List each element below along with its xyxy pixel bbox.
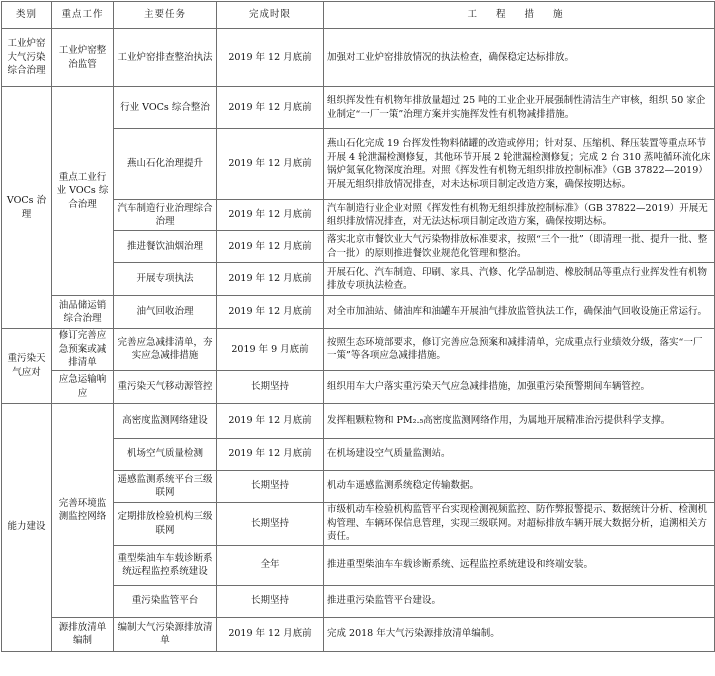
deadline-cell: 2019 年 12 月底前 <box>217 263 324 296</box>
deadline-cell: 长期坚持 <box>217 585 324 617</box>
table-row <box>2 403 715 438</box>
task-cell: 编制大气污染源排放清单 <box>114 617 217 651</box>
header-row <box>2 2 715 29</box>
deadline-cell: 2019 年 12 月底前 <box>217 87 324 129</box>
measure-cell: 开展石化、汽车制造、印刷、家具、汽修、化学品制造、橡胶制品等重点行业挥发性有机物排放专项执法检查。 <box>324 263 715 296</box>
measure-cell: 组织用车大户落实重污染天气应急减排措施，加强重污染预警期间车辆管控。 <box>324 370 715 403</box>
measure-cell: 推进重型柴油车车载诊断系统、远程监控系统建设和终端安装。 <box>324 545 715 585</box>
header-deadline: 完成时限 <box>217 2 324 29</box>
deadline-cell: 2019 年 12 月底前 <box>217 29 324 87</box>
task-cell: 高密度监测网络建设 <box>114 403 217 438</box>
measure-cell: 落实北京市餐饮业大气污染物排放标准要求，按照“三个一批”（即清理一批、提升一批、整合一批）的原则推进餐饮业规范化管理和整治。 <box>324 231 715 263</box>
header-key-work: 重点工作 <box>52 2 114 29</box>
task-cell: 完善应急减排清单，夯实应急减排措施 <box>114 329 217 371</box>
task-cell: 开展专项执法 <box>114 263 217 296</box>
table-row <box>2 370 715 403</box>
deadline-cell: 长期坚持 <box>217 470 324 502</box>
measure-cell: 燕山石化完成 19 台挥发性物料储罐的改造或停用；针对泵、压缩机、释压装置等重点环节开展 4 轮泄漏检测修复，其他环节开展 2 轮泄漏检测修复；完成 2 台 310 蒸吨循环流化床锅炉氮氧化物深度治理。对照《挥发性有机物无组织排放控制标准》（GB 37822—2019）开展无组织排放情况排查，对未达标项目制定改造方案，确保按期达标。 <box>324 129 715 200</box>
header-category: 类别 <box>2 2 52 29</box>
deadline-cell: 2019 年 12 月底前 <box>217 200 324 231</box>
table-row <box>2 617 715 651</box>
task-cell: 遥感监测系统平台三级联网 <box>114 470 217 502</box>
deadline-cell: 2019 年 12 月底前 <box>217 129 324 200</box>
measures-table <box>1 1 715 652</box>
category-cell: 工业炉窑大气污染综合治理 <box>2 29 52 87</box>
measure-cell: 市级机动车检验机构监管平台实现检测视频监控、防作弊报警提示、数据统计分析、检测机构管理、车辆环保信息管理，实现三级联网。对超标排放车辆开展大数据分析，追溯相关方责任。 <box>324 502 715 545</box>
measure-cell: 推进重污染监管平台建设。 <box>324 585 715 617</box>
key-work-cell: 重点工业行业 VOCs 综合治理 <box>52 87 114 296</box>
measure-cell: 在机场建设空气质量监测站。 <box>324 438 715 470</box>
deadline-cell: 长期坚持 <box>217 502 324 545</box>
category-cell: 能力建设 <box>2 403 52 651</box>
key-work-cell: 油品储运销综合治理 <box>52 296 114 329</box>
key-work-cell: 完善环境监测监控网络 <box>52 403 114 617</box>
deadline-cell: 2019 年 12 月底前 <box>217 438 324 470</box>
deadline-cell: 2019 年 12 月底前 <box>217 403 324 438</box>
category-cell: VOCs 治理 <box>2 87 52 329</box>
key-work-cell: 应急运输响应 <box>52 370 114 403</box>
task-cell: 油气回收治理 <box>114 296 217 329</box>
measure-cell: 加强对工业炉窑排放情况的执法检查，确保稳定达标排放。 <box>324 29 715 87</box>
key-work-cell: 工业炉窑整治监管 <box>52 29 114 87</box>
category-cell: 重污染天气应对 <box>2 329 52 404</box>
table-row <box>2 29 715 87</box>
header-main-task: 主要任务 <box>114 2 217 29</box>
key-work-cell: 源排放清单编制 <box>52 617 114 651</box>
task-cell: 重型柴油车车载诊断系统远程监控系统建设 <box>114 545 217 585</box>
measure-cell: 机动车遥感监测系统稳定传输数据。 <box>324 470 715 502</box>
deadline-cell: 2019 年 12 月底前 <box>217 296 324 329</box>
task-cell: 推进餐饮油烟治理 <box>114 231 217 263</box>
measure-cell: 按照生态环境部要求，修订完善应急预案和减排清单，完成重点行业绩效分级，落实“一厂一策”等各项应急减排措施。 <box>324 329 715 371</box>
deadline-cell: 全年 <box>217 545 324 585</box>
deadline-cell: 2019 年 12 月底前 <box>217 231 324 263</box>
measure-cell: 组织挥发性有机物年排放量超过 25 吨的工业企业开展强制性清洁生产审核，组织 50 家企业制定“一厂一策”治理方案并实施挥发性有机物减排措施。 <box>324 87 715 129</box>
task-cell: 机场空气质量检测 <box>114 438 217 470</box>
deadline-cell: 2019 年 12 月底前 <box>217 617 324 651</box>
task-cell: 重污染监管平台 <box>114 585 217 617</box>
measure-cell: 完成 2018 年大气污染源排放清单编制。 <box>324 617 715 651</box>
table-row <box>2 296 715 329</box>
task-cell: 定期排放检验机构三级联网 <box>114 502 217 545</box>
task-cell: 燕山石化治理提升 <box>114 129 217 200</box>
task-cell: 重污染天气移动源管控 <box>114 370 217 403</box>
table-row <box>2 87 715 129</box>
key-work-cell: 修订完善应急预案或减排清单 <box>52 329 114 371</box>
task-cell: 工业炉窑排查整治执法 <box>114 29 217 87</box>
measure-cell: 发挥粗颗粒物和 PM₂.₅高密度监测网络作用，为属地开展精准治污提供科学支撑。 <box>324 403 715 438</box>
deadline-cell: 2019 年 9 月底前 <box>217 329 324 371</box>
header-measures: 工 程 措 施 <box>324 2 715 29</box>
task-cell: 行业 VOCs 综合整治 <box>114 87 217 129</box>
task-cell: 汽车制造行业治理综合治理 <box>114 200 217 231</box>
measure-cell: 对全市加油站、储油库和油罐车开展油气排放监管执法工作，确保油气回收设施正常运行。 <box>324 296 715 329</box>
deadline-cell: 长期坚持 <box>217 370 324 403</box>
measure-cell: 汽车制造行业企业对照《挥发性有机物无组织排放控制标准》（GB 37822—2019）开展无组织排放情况排查，对无法达标项目制定改造方案，确保按期达标。 <box>324 200 715 231</box>
table-row <box>2 329 715 371</box>
